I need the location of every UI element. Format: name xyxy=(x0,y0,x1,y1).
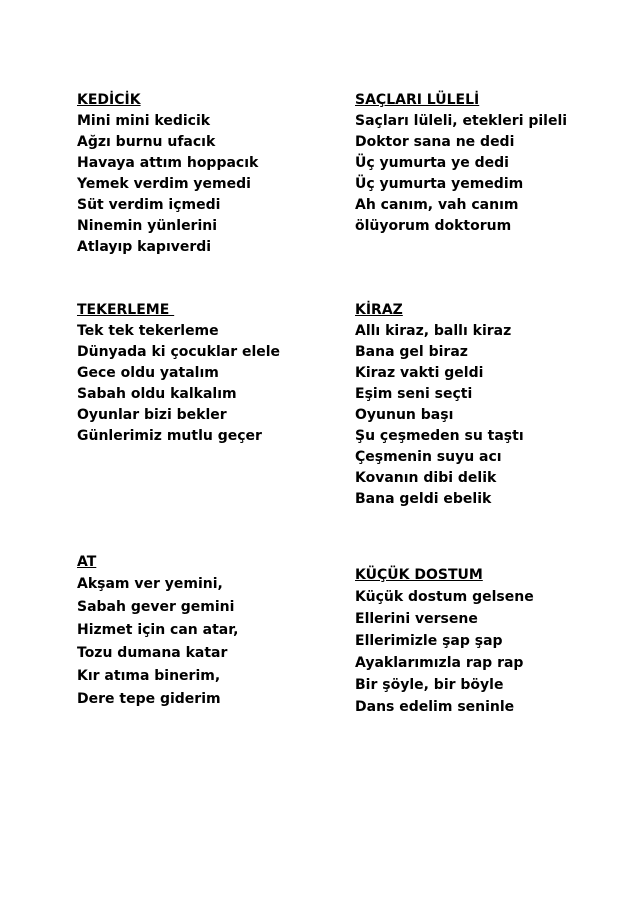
poem-line: Sabah gever gemini xyxy=(77,599,235,615)
poem-title: TEKERLEME xyxy=(77,302,175,318)
poem-line: Gece oldu yatalım xyxy=(77,365,219,381)
poem-line: Havaya attım hoppacık xyxy=(77,155,259,171)
poem-line: Çeşmenin suyu acı xyxy=(355,449,502,465)
poem-kedicik xyxy=(77,90,258,258)
poem-line: Dans edelim seninle xyxy=(355,699,515,715)
poem-line: Mini mini kedicik xyxy=(77,113,211,129)
poem-saclari-luleli xyxy=(355,90,567,237)
poem-line: Ninemin yünlerini xyxy=(77,218,218,234)
poem-line: Yemek verdim yemedi xyxy=(77,176,251,192)
poem-line: Ellerini versene xyxy=(355,611,478,627)
poem-line: Üç yumurta yemedim xyxy=(355,176,524,192)
poem-title: SAÇLARI LÜLELİ xyxy=(355,92,480,108)
poem-title: KEDİCİK xyxy=(77,92,141,108)
poem-line: Ah canım, vah canım xyxy=(355,197,519,213)
poem-line: Dere tepe giderim xyxy=(77,691,221,707)
poem-line: Süt verdim içmedi xyxy=(77,197,221,213)
poem-line: Akşam ver yemini, xyxy=(77,576,223,592)
poem-line: Oyunun başı xyxy=(355,407,454,423)
poem-title: KÜÇÜK DOSTUM xyxy=(355,567,483,583)
poem-tekerleme xyxy=(77,300,280,447)
poem-line: Kır atıma binerim, xyxy=(77,668,221,684)
poem-line: Kovanın dibi delik xyxy=(355,470,497,486)
poem-line: Hizmet için can atar, xyxy=(77,622,239,638)
poem-line: Doktor sana ne dedi xyxy=(355,134,515,150)
poem-line: Günlerimiz mutlu geçer xyxy=(77,428,262,444)
poem-title: AT xyxy=(77,554,97,570)
poem-line: Bana geldi ebelik xyxy=(355,491,492,507)
poem-line: Ellerimizle şap şap xyxy=(355,633,503,649)
poem-line: Ağzı burnu ufacık xyxy=(77,134,216,150)
poem-line: Üç yumurta ye dedi xyxy=(355,155,509,171)
poem-line: Ayaklarımızla rap rap xyxy=(355,655,524,671)
poem-line: Tozu dumana katar xyxy=(77,645,228,661)
poem-line: Oyunlar bizi bekler xyxy=(77,407,227,423)
poem-line: Eşim seni seçti xyxy=(355,386,473,402)
poem-kiraz xyxy=(355,300,524,510)
poem-line: Küçük dostum gelsene xyxy=(355,589,534,605)
poem-at xyxy=(77,552,238,711)
poem-line: Şu çeşmeden su taştı xyxy=(355,428,524,444)
poem-line: Bana gel biraz xyxy=(355,344,468,360)
poem-line: Allı kiraz, ballı kiraz xyxy=(355,323,512,339)
poem-line: Kiraz vakti geldi xyxy=(355,365,484,381)
poem-kucuk-dostum xyxy=(355,565,534,718)
poem-line: Dünyada ki çocuklar elele xyxy=(77,344,281,360)
poem-title: KİRAZ xyxy=(355,302,403,318)
poem-line: Saçları lüleli, etekleri pileli xyxy=(355,113,568,129)
poem-line: Tek tek tekerleme xyxy=(77,323,219,339)
poem-line: Atlayıp kapıverdi xyxy=(77,239,212,255)
poem-line: Sabah oldu kalkalım xyxy=(77,386,237,402)
poem-line: Bir şöyle, bir böyle xyxy=(355,677,504,693)
poem-line: ölüyorum doktorum xyxy=(355,218,512,234)
